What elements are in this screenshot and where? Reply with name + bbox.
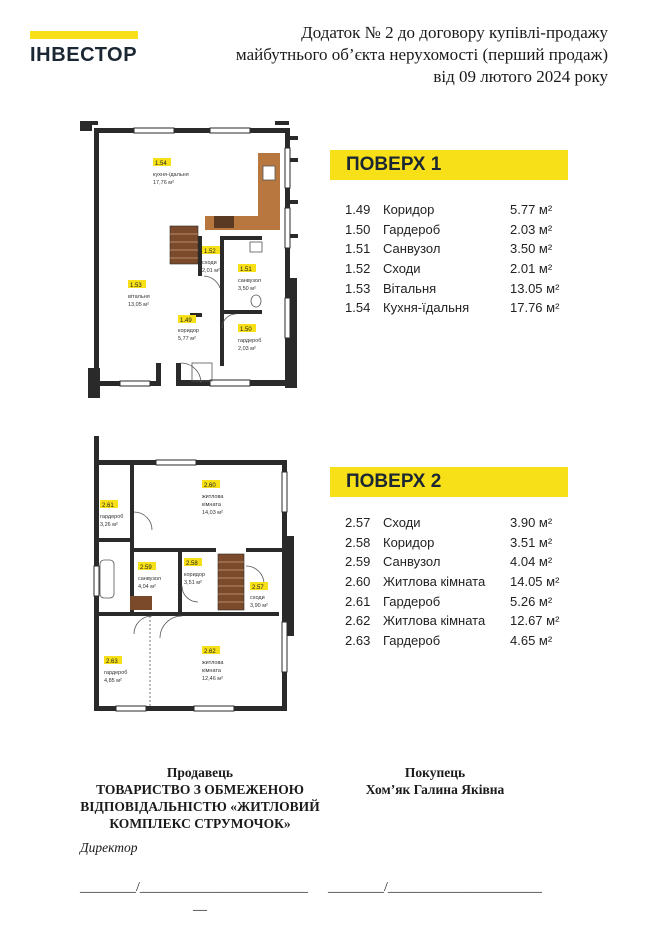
document-header: [168, 22, 608, 88]
room-name: Коридор: [383, 202, 435, 217]
room-name: житлова: [202, 494, 224, 500]
room-name: житлова: [202, 660, 224, 666]
room-name: Санвузол: [383, 554, 441, 570]
room-area: 3,51 м²: [184, 580, 202, 586]
seller-block: [70, 764, 330, 832]
seller-line-3: КОМПЛЕКС СТРУМОЧОК»: [109, 816, 291, 831]
room-code: 1.51: [240, 267, 252, 273]
room-area: 4.65 м²: [510, 633, 553, 649]
room-label-2-60: [202, 480, 224, 516]
room-code: 1.52: [345, 261, 371, 277]
room-name: Коридор: [383, 534, 435, 550]
room-name: гардероб: [104, 670, 128, 676]
room-code: 2.58: [345, 534, 371, 550]
room-code: 2.58: [186, 561, 198, 567]
room-code: 2.62: [345, 613, 371, 629]
room-label-2-57: [250, 582, 268, 609]
room-area: 2,01 м²: [202, 268, 220, 274]
room-code: 2.57: [345, 515, 371, 530]
room-name: сходи: [250, 595, 265, 601]
room-code: 2.59: [345, 554, 371, 570]
room-name: кухня-їдальня: [153, 172, 189, 178]
room-name: Гардероб: [383, 593, 441, 609]
room-label-1-49: [178, 315, 199, 342]
room-area: 4,85 м²: [104, 678, 122, 684]
room-name: коридор: [184, 572, 205, 578]
buyer-block: [345, 764, 525, 798]
floor2-title: ПОВЕРХ 2: [330, 467, 568, 497]
room-area: 12.67 м²: [510, 613, 560, 629]
room-area: 4.04 м²: [510, 554, 553, 570]
signature-dash: __: [193, 898, 207, 913]
room-code: 1.54: [155, 161, 167, 167]
room-name: Санвузол: [383, 241, 441, 257]
room-name: Сходи: [383, 515, 421, 530]
room-area: 12,46 м²: [202, 676, 223, 682]
room-area: 5.26 м²: [510, 593, 553, 609]
room-area: 2.01 м²: [510, 261, 553, 277]
room-code: 1.50: [345, 221, 371, 237]
seller-signature-line: ________/________________________: [80, 880, 308, 895]
room-code: 2.57: [252, 585, 264, 591]
room-area: 14.05 м²: [510, 574, 560, 590]
header-line-3: від 09 лютого 2024 року: [433, 67, 608, 86]
room-code: 1.49: [180, 318, 192, 324]
room-code: 1.49: [345, 202, 371, 217]
room-area: 2.03 м²: [510, 221, 553, 237]
room-name: Гардероб: [383, 221, 441, 237]
room-name: Гардероб: [383, 633, 441, 649]
room-code: 1.51: [345, 241, 371, 257]
room-code: 2.63: [106, 659, 118, 665]
room-label-1-51: [238, 264, 261, 292]
room-label-2-61: [100, 500, 123, 528]
room-code: 1.53: [345, 280, 371, 296]
room-name: санвузол: [238, 278, 262, 284]
room-name: вітальня: [128, 294, 150, 300]
seller-line-2: ВІДПОВІДАЛЬНІСТЮ «ЖИТЛОВИЙ: [80, 799, 320, 814]
room-area: 3,26 м²: [100, 522, 118, 528]
room-label-1-52: [202, 246, 220, 274]
director-label: Директор: [80, 840, 138, 855]
room-area: 2,03 м²: [238, 346, 256, 352]
room-label-2-63: [104, 656, 127, 684]
room-name: коридор: [178, 328, 199, 334]
room-area: 17,76 м²: [153, 180, 174, 186]
room-code: 2.62: [204, 649, 216, 655]
room-area: 13,05 м²: [128, 302, 149, 308]
room-name: гардероб: [100, 514, 124, 520]
room-code: 1.54: [345, 300, 371, 316]
room-name: санвузол: [138, 576, 162, 582]
header-line-2: майбутнього об’єкта нерухомості (перший продаж): [235, 45, 608, 64]
room-code: 2.60: [204, 483, 216, 489]
seller-line-1: ТОВАРИСТВО З ОБМЕЖЕНОЮ: [96, 782, 304, 797]
room-name: сходи: [202, 260, 217, 266]
room-area: 3.90 м²: [510, 515, 553, 530]
room-label-2-58: [184, 558, 205, 586]
room-code: 2.61: [102, 503, 114, 509]
header-line-1: Додаток № 2 до договору купівлі-продажу: [301, 23, 608, 42]
room-area: 13.05 м²: [510, 280, 560, 296]
room-label-2-62: [202, 646, 224, 682]
room-code: 2.61: [345, 593, 371, 609]
room-name: гардероб: [238, 338, 262, 344]
room-area: 14,03 м²: [202, 510, 223, 516]
room-area: 17.76 м²: [510, 300, 560, 316]
room-name: Житлова кімната: [383, 613, 486, 629]
room-label-2-59: [138, 562, 161, 590]
room-area: 4,04 м²: [138, 584, 156, 590]
room-name: Сходи: [383, 261, 421, 277]
buyer-heading: Покупець: [404, 765, 466, 780]
room-code: 2.60: [345, 574, 371, 590]
seller-heading: Продавець: [166, 765, 234, 780]
logo-accent-bar: [30, 31, 138, 39]
room-name: кімната: [202, 668, 221, 674]
buyer-signature-line: ________/______________________: [328, 880, 542, 895]
floor1-title: ПОВЕРХ 1: [330, 150, 568, 180]
buyer-name: Хом’як Галина Яківна: [365, 782, 505, 797]
room-area: 3.51 м²: [510, 534, 553, 550]
room-label-1-50: [238, 324, 261, 352]
room-name: Вітальня: [383, 280, 437, 296]
room-name: кімната: [202, 502, 221, 508]
room-code: 2.63: [345, 633, 371, 649]
floor1-plan: [80, 118, 302, 402]
room-label-1-54: [153, 158, 189, 186]
room-area: 3,90 м²: [250, 603, 268, 609]
room-code: 1.52: [204, 249, 216, 255]
room-name: Житлова кімната: [383, 574, 486, 590]
floor2-plan: [86, 436, 302, 714]
room-label-1-53: [128, 280, 150, 308]
room-area: 5.77 м²: [510, 202, 553, 217]
room-code: 1.50: [240, 327, 252, 333]
room-area: 5,77 м²: [178, 336, 196, 342]
room-code: 1.53: [130, 283, 142, 289]
room-code: 2.59: [140, 565, 152, 571]
room-area: 3.50 м²: [510, 241, 553, 257]
room-area: 3,50 м²: [238, 286, 256, 292]
room-name: Кухня-їдальня: [383, 300, 470, 316]
company-logo: ІНВЕСТОР: [30, 44, 138, 66]
